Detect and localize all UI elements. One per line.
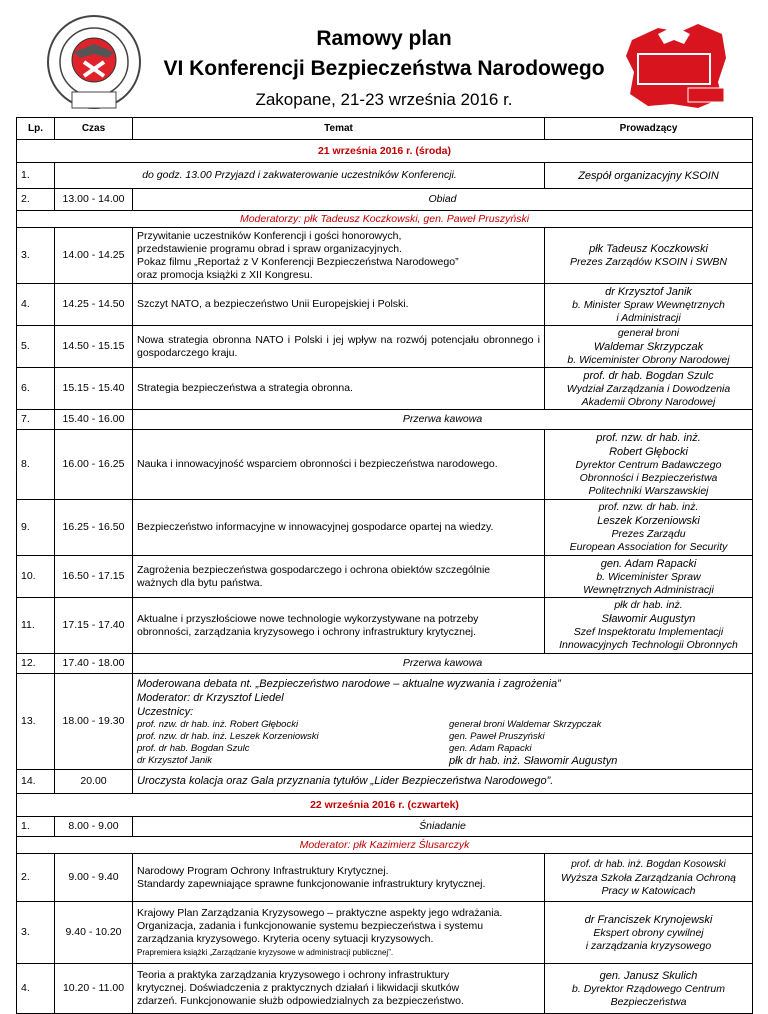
row-lp: 6. (17, 368, 55, 410)
table-row (17, 770, 753, 794)
lead-name: płk Tadeusz Koczkowski (589, 243, 708, 255)
lead-role: European Association for Security (569, 541, 728, 553)
swbn-logo (618, 12, 730, 112)
row-lp: 5. (17, 326, 55, 368)
row-lp: 10. (17, 556, 55, 598)
row-time: 10.20 - 11.00 (55, 964, 133, 1014)
debate-cell (133, 674, 753, 770)
row-lead (545, 284, 753, 326)
lead-prefix: generał broni (617, 326, 680, 339)
participant: dr Krzysztof Janik (137, 754, 212, 766)
lead-name: Sławomir Augustyn (601, 613, 696, 625)
table-row (17, 674, 753, 770)
row-lp: 14. (17, 770, 55, 794)
col-header-lp: Lp. (17, 118, 55, 140)
lead-role: Politechniki Warszawskiej (588, 485, 709, 497)
title-line-1: Ramowy plan (316, 27, 452, 50)
day2-heading: 22 września 2016 r. (czwartek) (17, 794, 753, 817)
lead-name: Waldemar Skrzypczak (593, 340, 704, 353)
topic-line: Zagrożenia bezpieczeństwa gospodarczego i ochrona obiektów szczególnie (137, 563, 491, 576)
day1-moderators: Moderatorzy: płk Tadeusz Koczkowski, gen. Paweł Pruszyński (17, 211, 753, 228)
row-time: 15.15 - 15.40 (55, 368, 133, 410)
row-time: 17.15 - 17.40 (55, 598, 133, 654)
lead-role: b. Wiceminister Spraw (596, 570, 701, 583)
debate-participants-label: Uczestnicy: (137, 705, 194, 718)
lead-name: Robert Głębocki (609, 446, 688, 458)
topic-line: krytycznej. Doświadczenia z praktycznych działań i likwidacji skutków (137, 982, 460, 994)
row-lead (545, 228, 753, 284)
lead-role: Pracy w Katowicach (601, 884, 696, 897)
topic-line: Pokaz filmu „Reportaż z V Konferencji Bezpieczeństwa Narodowego” (137, 255, 459, 268)
participants-row (137, 743, 748, 755)
row-topic: Śniadanie (133, 817, 753, 837)
lead-name: Zespół organizacyjny KSOIN (578, 169, 719, 182)
col-header-topic: Temat (133, 118, 545, 140)
row-time: 18.00 - 19.30 (55, 674, 133, 770)
day2-moderator: Moderator: płk Kazimierz Ślusarczyk (17, 837, 753, 854)
table-row (17, 902, 753, 964)
topic-line: zarządzania kryzysowego. Kryteria oceny sytuacji kryzysowych. (137, 932, 434, 945)
participant: prof. nzw. dr hab. inż. Leszek Korzeniowski (137, 730, 319, 742)
lead-role: Bezpieczeństwa (610, 995, 687, 1008)
lead-role: Akademii Obrony Narodowej (581, 395, 716, 408)
row-topic: Przerwa kawowa (133, 410, 753, 430)
table-row (17, 817, 753, 837)
row-lp: 8. (17, 430, 55, 500)
lead-role: i Administracji (616, 311, 681, 324)
row-time: 14.50 - 15.15 (55, 326, 133, 368)
topic-line: obronności, zarządzania kryzysowego i ochrony infrastruktury krytycznej. (137, 625, 477, 638)
row-topic: Nauka i innowacyjność wsparciem obronności i bezpieczeństwa narodowego. (133, 430, 545, 500)
row-topic: Nowa strategia obronna NATO i Polski i jej wpływ na rozwój potencjału obronnego i gospodarczego kraju. (133, 326, 545, 368)
table-header-row (17, 118, 753, 140)
lead-name: prof. dr hab. inż. Bogdan Kosowski (571, 858, 726, 870)
row-lp: 2. (17, 854, 55, 902)
book-premiere-note: Prapremiera książki „Zarządzanie kryzysowe w administracji publicznej”. (137, 947, 394, 957)
participants-row (137, 719, 748, 731)
row-time: 16.50 - 17.15 (55, 556, 133, 598)
table-row (17, 556, 753, 598)
row-lp: 4. (17, 964, 55, 1014)
table-row (17, 598, 753, 654)
row-lp: 2. (17, 189, 55, 211)
row-topic (133, 902, 545, 964)
participant: płk dr hab. inż. Sławomir Augustyn (449, 754, 618, 767)
row-time: 16.00 - 16.25 (55, 430, 133, 500)
topic-line: Krajowy Plan Zarządzania Kryzysowego – praktyczne aspekty jego wdrażania. (137, 906, 503, 919)
row-time: 17.40 - 18.00 (55, 654, 133, 674)
lead-role: Wewnętrznych Administracji (583, 583, 714, 596)
participant: gen. Paweł Pruszyński (449, 730, 545, 742)
row-topic (133, 598, 545, 654)
lead-role: Dyrektor Centrum Badawczego (575, 459, 722, 471)
lead-role: b. Minister Spraw Wewnętrznych (572, 298, 725, 311)
table-row (17, 654, 753, 674)
row-lp: 4. (17, 284, 55, 326)
table-row (17, 410, 753, 430)
row-topic: Uroczysta kolacja oraz Gala przyznania tytułów „Lider Bezpieczeństwa Narodowego”. (133, 770, 753, 794)
row-time: 8.00 - 9.00 (55, 817, 133, 837)
row-lead (545, 368, 753, 410)
row-lp: 1. (17, 817, 55, 837)
lead-role: Ekspert obrony cywilnej (593, 926, 704, 939)
row-lead (545, 854, 753, 902)
lead-role: Prezes Zarządu (611, 528, 686, 540)
row-time: 13.00 - 14.00 (55, 189, 133, 211)
lead-name: Leszek Korzeniowski (597, 515, 700, 527)
participants-row (137, 731, 748, 743)
row-lead (545, 326, 753, 368)
table-row (17, 284, 753, 326)
topic-line: Narodowy Program Ochrony Infrastruktury Krytycznej. (137, 864, 389, 877)
debate-title: Moderowana debata nt. „Bezpieczeństwo narodowe – aktualne wyzwania i zagrożenia” (137, 677, 561, 690)
lead-name: prof. dr hab. Bogdan Szulc (583, 369, 714, 382)
row-topic: Bezpieczeństwo informacyjne w innowacyjnej gospodarce opartej na wiedzy. (133, 500, 545, 556)
row-topic: Strategia bezpieczeństwa a strategia obronna. (133, 368, 545, 410)
topic-line: Standardy zapewniające sprawne funkcjonowanie infrastruktury krytycznej. (137, 877, 486, 890)
participants-row (137, 755, 748, 767)
topic-line: Organizacja, zadania i funkcjonowanie systemu bezpieczeństwa i systemu (137, 919, 484, 932)
row-lp: 1. (17, 163, 55, 189)
row-lp: 3. (17, 902, 55, 964)
row-topic: do godz. 13.00 Przyjazd i zakwaterowanie uczestników Konferencji. (55, 163, 545, 189)
subtitle: Zakopane, 21-23 września 2016 r. (255, 90, 513, 109)
program-table (16, 117, 753, 1014)
table-row (17, 964, 753, 1014)
lead-role: b. Dyrektor Rządowego Centrum (572, 982, 725, 995)
row-topic: Obiad (133, 189, 753, 211)
lead-name: dr Krzysztof Janik (605, 285, 692, 298)
lead-role: b. Wiceminister Obrony Narodowej (567, 353, 730, 366)
lead-name: gen. Adam Rapacki (600, 557, 697, 570)
row-topic (133, 556, 545, 598)
row-time: 16.25 - 16.50 (55, 500, 133, 556)
row-time: 20.00 (55, 770, 133, 794)
row-topic (133, 228, 545, 284)
row-lead (545, 500, 753, 556)
table-row (17, 430, 753, 500)
row-lead (545, 598, 753, 654)
lead-prefix: prof. nzw. dr hab. inż. (598, 501, 699, 513)
row-lead (545, 902, 753, 964)
table-row (17, 326, 753, 368)
day1-heading: 21 września 2016 r. (środa) (17, 140, 753, 163)
debate-moderator: Moderator: dr Krzysztof Liedel (137, 691, 284, 704)
row-lead (545, 964, 753, 1014)
col-header-time: Czas (55, 118, 133, 140)
row-time: 15.40 - 16.00 (55, 410, 133, 430)
row-lead (545, 556, 753, 598)
row-lp: 11. (17, 598, 55, 654)
title-line-2: VI Konferencji Bezpieczeństwa Narodowego (163, 57, 605, 80)
participant: generał broni Waldemar Skrzypczak (449, 718, 602, 730)
topic-line: oraz promocja książki z XII Kongresu. (137, 268, 313, 281)
lead-prefix: płk dr hab. inż. (614, 599, 683, 611)
lead-name: gen. Janusz Skulich (599, 969, 698, 982)
lead-role: Prezes Zarządów KSOIN i SWBN (570, 256, 727, 268)
lead-role: Obronności i Bezpieczeństwa (579, 472, 718, 484)
participant: gen. Adam Rapacki (449, 742, 532, 754)
table-row (17, 854, 753, 902)
row-topic (133, 854, 545, 902)
table-row (17, 189, 753, 211)
lead-role: Wydział Zarządzania i Dowodzenia (566, 382, 731, 395)
topic-line: przedstawienie programu obrad i spraw organizacyjnych. (137, 242, 402, 255)
row-lp: 7. (17, 410, 55, 430)
topic-line: Aktualne i przyszłościowe nowe technologie wykorzystywane na potrzeby (137, 612, 479, 625)
row-lp: 9. (17, 500, 55, 556)
topic-line: zdarzeń. Funkcjonowanie służb odpowiedzialnych za bezpieczeństwo. (137, 995, 464, 1007)
row-time: 14.25 - 14.50 (55, 284, 133, 326)
ksoin-logo (38, 14, 150, 110)
lead-role: i zarządzania kryzysowego (585, 939, 712, 952)
topic-line: Przywitanie uczestników Konferencji i gości honorowych, (137, 229, 402, 242)
row-time: 9.40 - 10.20 (55, 902, 133, 964)
participant: prof. nzw. dr hab. inż. Robert Głębocki (137, 718, 299, 730)
participant: prof. dr hab. Bogdan Szulc (137, 742, 250, 754)
row-topic (133, 964, 545, 1014)
lead-role: Innowacyjnych Technologii Obronnych (559, 639, 738, 651)
row-topic: Przerwa kawowa (133, 654, 753, 674)
table-row (17, 500, 753, 556)
row-time: 14.00 - 14.25 (55, 228, 133, 284)
row-lp: 13. (17, 674, 55, 770)
table-row (17, 163, 753, 189)
row-topic: Szczyt NATO, a bezpieczeństwo Unii Europejskiej i Polski. (133, 284, 545, 326)
row-lp: 12. (17, 654, 55, 674)
row-lp: 3. (17, 228, 55, 284)
topic-line: Teoria a praktyka zarządzania kryzysowego i ochrony infrastruktury (137, 969, 450, 981)
table-row (17, 368, 753, 410)
lead-prefix: prof. nzw. dr hab. inż. (596, 432, 701, 444)
row-lead (545, 163, 753, 189)
topic-line: ważnych dla bytu państwa. (137, 576, 263, 589)
lead-role: Wyższa Szkoła Zarządzania Ochroną (560, 871, 737, 884)
col-header-lead: Prowadzący (545, 118, 753, 140)
lead-role: Szef Inspektoratu Implementacji (573, 626, 724, 638)
row-lead (545, 430, 753, 500)
lead-name: dr Franciszek Krynojewski (584, 913, 713, 926)
table-row (17, 228, 753, 284)
row-time: 9.00 - 9.40 (55, 854, 133, 902)
